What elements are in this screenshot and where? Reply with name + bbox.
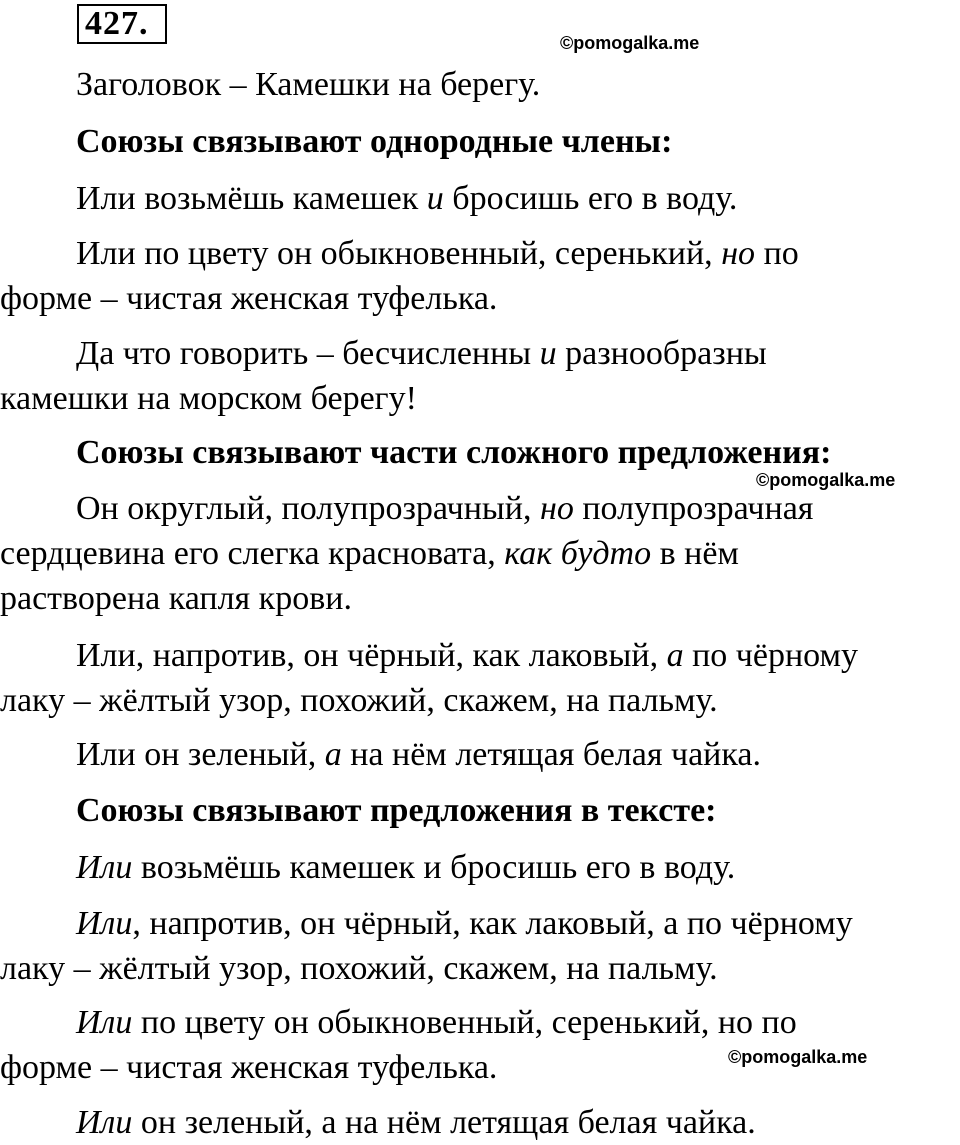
paragraph bbox=[0, 1000, 960, 1090]
conjunction: но bbox=[721, 235, 756, 272]
watermark: ©pomogalka.me bbox=[728, 1047, 868, 1067]
paragraph bbox=[0, 231, 960, 321]
paragraph bbox=[0, 1100, 960, 1145]
paragraph-line: Он округлый, полупрозрачный, но полупрозрачная bbox=[76, 490, 814, 527]
conjunction: а bbox=[666, 637, 684, 674]
section-heading-text-sentences bbox=[0, 788, 960, 833]
heading-text: Союзы связывают предложения в тексте: bbox=[76, 792, 717, 829]
paragraph-line: камешки на морском берегу! bbox=[0, 380, 417, 417]
paragraph-line: форме – чистая женская туфелька. bbox=[0, 1049, 498, 1086]
paragraph bbox=[0, 176, 960, 221]
section-heading-homogeneous bbox=[0, 119, 960, 164]
conjunction: как будто bbox=[504, 535, 652, 572]
paragraph bbox=[0, 845, 960, 890]
conjunction: Или bbox=[76, 1104, 133, 1141]
watermark: ©pomogalka.me bbox=[756, 470, 896, 490]
paragraph bbox=[0, 633, 960, 723]
conjunction: и bbox=[426, 180, 444, 217]
paragraph-line: Да что говорить – бесчисленны и разнообразны bbox=[76, 335, 767, 372]
section-heading-complex-sentence bbox=[0, 430, 960, 475]
paragraph bbox=[0, 331, 960, 421]
paragraph-line: сердцевина его слегка красновата, как будто в нём bbox=[0, 535, 739, 572]
paragraph-line: Или, напротив, он чёрный, как лаковый, а по чёрному bbox=[76, 637, 859, 674]
exercise-number: 427. bbox=[77, 4, 167, 44]
conjunction: но bbox=[539, 490, 574, 527]
paragraph-line: Или возьмёшь камешек и бросишь его в воду. bbox=[76, 849, 736, 886]
watermark: ©pomogalka.me bbox=[560, 33, 700, 53]
paragraph bbox=[0, 732, 960, 777]
paragraph-line: Или возьмёшь камешек и бросишь его в воду. bbox=[76, 180, 738, 217]
heading-text: Союзы связывают части сложного предложения: bbox=[76, 434, 832, 471]
title-line bbox=[0, 62, 960, 107]
conjunction: Или bbox=[76, 905, 133, 942]
paragraph-line: Или он зеленый, а на нём летящая белая чайка. bbox=[76, 736, 761, 773]
paragraph-line: Или по цвету он обыкновенный, серенький, но по bbox=[76, 1004, 797, 1041]
conjunction: и bbox=[539, 335, 557, 372]
conjunction: Или bbox=[76, 849, 133, 886]
paragraph-line: лаку – жёлтый узор, похожий, скажем, на пальму. bbox=[0, 682, 718, 719]
conjunction: Или bbox=[76, 1004, 133, 1041]
title-text: Заголовок – Камешки на берегу. bbox=[76, 66, 541, 103]
paragraph-line: форме – чистая женская туфелька. bbox=[0, 280, 498, 317]
paragraph-line: растворена капля крови. bbox=[0, 580, 352, 617]
paragraph bbox=[0, 486, 960, 621]
paragraph-line: Или, напротив, он чёрный, как лаковый, а по чёрному bbox=[76, 905, 853, 942]
paragraph-line: лаку – жёлтый узор, похожий, скажем, на пальму. bbox=[0, 950, 718, 987]
paragraph bbox=[0, 901, 960, 991]
conjunction: а bbox=[324, 736, 342, 773]
heading-text: Союзы связывают однородные члены: bbox=[76, 123, 673, 160]
paragraph-line: Или он зеленый, а на нём летящая белая чайка. bbox=[76, 1104, 756, 1141]
paragraph-line: Или по цвету он обыкновенный, серенький, но по bbox=[76, 235, 799, 272]
